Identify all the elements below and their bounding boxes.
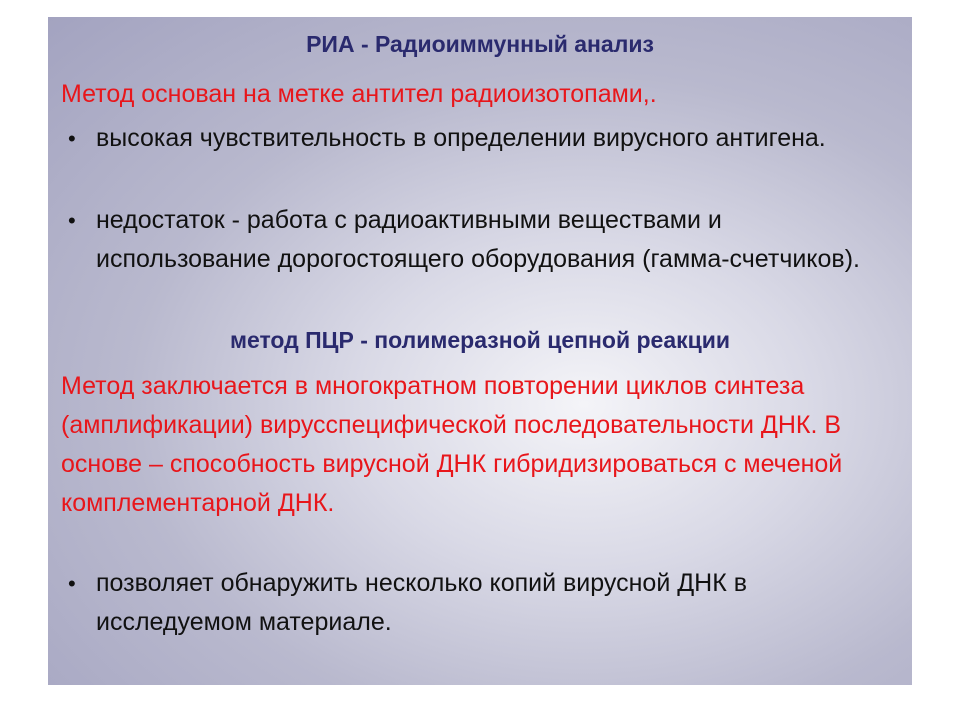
bullet-text: недостаток - работа с радиоактивными веществами и использование дорогостоящего оборудования (гамма-счетчиков). (96, 206, 860, 273)
ria-method-text: Метод основан на метке антител радиоизотопами,. (61, 80, 657, 108)
bullet-icon: • (68, 208, 76, 233)
heading-pcr: метод ПЦР - полимеразной цепной реакции (229, 327, 731, 353)
slide-panel (48, 17, 912, 685)
bullet-icon: • (68, 126, 76, 151)
pcr-method-text: Метод заключается в многократном повторении циклов синтеза (амплификации) вирусспецифической последовательности ДНК. В основе – способность вирусной ДНК гибридизироваться с меченой комплементарной ДНК. (61, 372, 843, 517)
bullet-icon: • (68, 571, 76, 596)
bullet-text: позволяет обнаружить несколько копий вирусной ДНК в исследуемом материале. (96, 569, 748, 636)
bullet-text: высокая чувствительность в определении вирусного антигена. (96, 124, 826, 152)
heading-ria: РИА - Радиоиммунный анализ (306, 31, 654, 57)
